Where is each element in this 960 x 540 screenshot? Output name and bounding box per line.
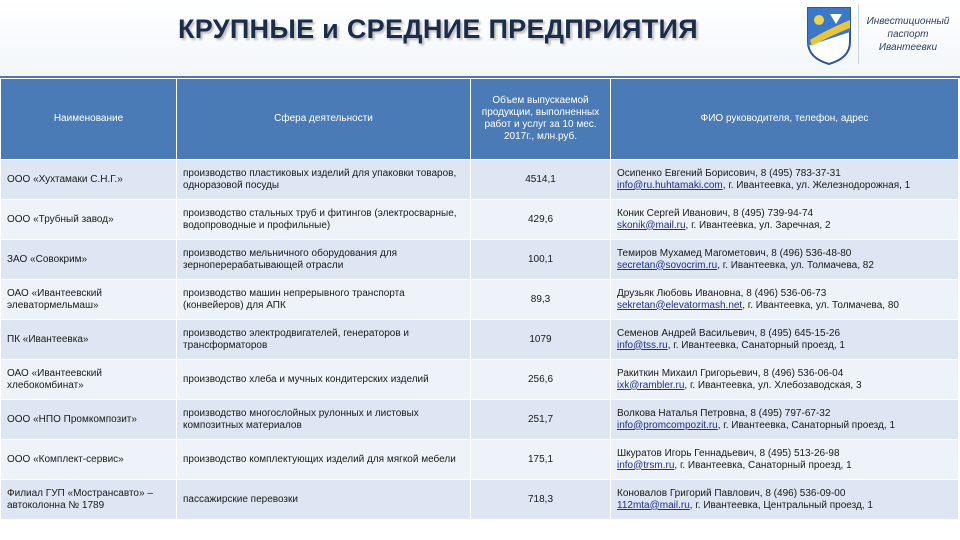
head-name-phone: Коник Сергей Иванович, 8 (495) 739-94-74 [617,207,814,219]
email-link[interactable]: sekretan@elevatormash.net [617,299,743,311]
address: , г. Ивантеевка, ул. Заречная, 2 [685,219,831,231]
head-contact [611,440,959,480]
column-header-volume: Объем выпускаемой продукции, выполненных работ и услуг за 10 мес. 2017г., млн.руб. [471,79,611,160]
head-name-phone: Осипенко Евгений Борисович, 8 (495) 783-37-31 [617,167,841,179]
company-name: ООО «Трубный завод» [1,200,177,240]
table-header-row [1,79,959,160]
head-contact [611,360,959,400]
company-name: ООО «Комплект-сервис» [1,440,177,480]
email-link[interactable]: info@tss.ru [617,339,668,351]
email-link[interactable]: info@trsm.ru [617,459,675,471]
output-volume: 1079 [471,320,611,360]
table-row [1,240,959,280]
company-name: ОАО «Ивантеевский элеватормельмаш» [1,280,177,320]
table-row [1,200,959,240]
output-volume: 256,6 [471,360,611,400]
table-row [1,320,959,360]
company-name: Филиал ГУП «Мострансавто» – автоколонна № 1789 [1,480,177,520]
column-header-name: Наименование [1,79,177,160]
activity-sphere: производство мельничного оборудования для зерноперерабатывающей отрасли [177,240,471,280]
head-contact [611,280,959,320]
enterprises-table [0,78,959,520]
email-link[interactable]: ixk@rambler.ru [617,379,685,391]
column-header-head: ФИО руководителя, телефон, адрес [611,79,959,160]
head-contact [611,480,959,520]
activity-sphere: производство пластиковых изделий для упаковки товаров, одноразовой посуды [177,160,471,200]
table-row [1,440,959,480]
activity-sphere: производство хлеба и мучных кондитерских изделий [177,360,471,400]
slide-header [0,0,960,76]
page-title: КРУПНЫЕ и СРЕДНИЕ ПРЕДПРИЯТИЯ [178,14,698,44]
address: , г. Ивантеевка, ул. Хлебозаводская, 3 [684,379,862,391]
address: , г. Ивантеевка, ул. Толмачева, 80 [742,299,899,311]
activity-sphere: производство стальных труб и фитингов (электросварные, водопроводные и профильные) [177,200,471,240]
company-name: ООО «НПО Промкомпозит» [1,400,177,440]
head-name-phone: Друзьяк Любовь Ивановна, 8 (496) 536-06-73 [617,287,827,299]
head-name-phone: Коновалов Григорий Павлович, 8 (496) 536-09-00 [617,487,846,499]
company-name: ЗАО «Совокрим» [1,240,177,280]
activity-sphere: производство комплектующих изделий для мягкой мебели [177,440,471,480]
output-volume: 251,7 [471,400,611,440]
company-name: ОАО «Ивантеевский хлебокомбинат» [1,360,177,400]
table-row [1,160,959,200]
email-link[interactable]: info@ru.huhtamaki.com [617,179,723,191]
head-contact [611,200,959,240]
head-name-phone: Темиров Мухамед Магометович, 8 (496) 536-48-80 [617,247,852,259]
email-link[interactable]: skonik@mail.ru [617,219,686,231]
email-link[interactable]: 112mta@mail.ru [617,499,690,511]
table-row [1,280,959,320]
email-link[interactable]: info@promcompozit.ru [617,419,718,431]
head-contact [611,160,959,200]
head-name-phone: Волкова Наталья Петровна, 8 (495) 797-67-32 [617,407,831,419]
investment-passport-label: Инвестиционный паспорт Ивантеевки [858,4,957,64]
output-volume: 89,3 [471,280,611,320]
city-emblem-icon [806,6,852,66]
head-contact [611,240,959,280]
table-row [1,480,959,520]
address: , г. Ивантеевка, Санаторный проезд, 1 [674,459,852,471]
table-row [1,400,959,440]
address: , г. Ивантеевка, Центральный проезд, 1 [689,499,873,511]
address: , г. Ивантеевка, Санаторный проезд, 1 [717,419,896,431]
head-name-phone: Шкуратов Игорь Геннадьевич, 8 (495) 513-26-98 [617,447,840,459]
output-volume: 175,1 [471,440,611,480]
output-volume: 429,6 [471,200,611,240]
activity-sphere: пассажирские перевозки [177,480,471,520]
company-name: ПК «Ивантеевка» [1,320,177,360]
company-name: ООО «Хухтамаки С.Н.Г.» [1,160,177,200]
address: , г. Ивантеевка, ул. Толмачева, 82 [717,259,874,271]
activity-sphere: производство машин непрерывного транспорта (конвейеров) для АПК [177,280,471,320]
address: , г. Ивантеевка, ул. Железнодорожная, 1 [722,179,911,191]
head-contact [611,400,959,440]
address: , г. Ивантеевка, Санаторный проезд, 1 [667,339,845,351]
email-link[interactable]: secretan@sovocrim.ru [617,259,718,271]
activity-sphere: производство многослойных рулонных и листовых композитных материалов [177,400,471,440]
column-header-sphere: Сфера деятельности [177,79,471,160]
activity-sphere: производство электродвигателей, генераторов и трансформаторов [177,320,471,360]
output-volume: 4514,1 [471,160,611,200]
output-volume: 718,3 [471,480,611,520]
output-volume: 100,1 [471,240,611,280]
head-name-phone: Ракиткин Михаил Григорьевич, 8 (496) 536-06-04 [617,367,844,379]
head-name-phone: Семенов Андрей Васильевич, 8 (495) 645-15-26 [617,327,841,339]
head-contact [611,320,959,360]
table-row [1,360,959,400]
